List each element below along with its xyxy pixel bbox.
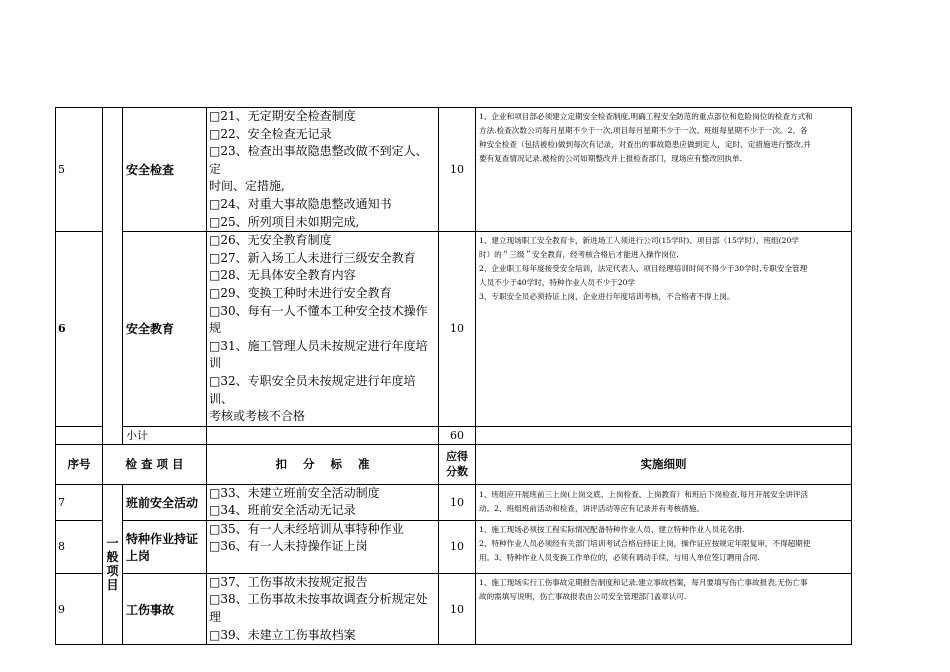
score: 10 [439, 520, 476, 573]
detail-line: 2、特种作业人员必须经有关部门培训考试合格后持证上岗，操作证应按规定年限复审，不得超期使 [479, 538, 811, 548]
deduction-criteria [207, 484, 439, 520]
check-item: 工伤事故 [123, 573, 207, 644]
criterion: □29、变换工种时未进行安全教育 [209, 285, 392, 300]
deduction-criteria [207, 520, 439, 573]
subtotal-score: 60 [439, 426, 476, 444]
deduction-criteria [207, 573, 439, 644]
table-row [56, 520, 852, 573]
criterion: □35、有一人未经培训从事特种作业 [209, 521, 404, 536]
score: 10 [439, 484, 476, 520]
criterion: □27、新入场工人未进行三级安全教育 [209, 250, 416, 265]
subtotal-number-blank [56, 426, 103, 444]
detail-line: 种安全检查（包括被检)做到每次有记录，对查出的事故隐患应做到定人，定时、定措施进行整改,并 [479, 140, 811, 149]
detail-line: 1、建立现场职工安全教育卡，新进场工人须进行公司(15学时)、项目部（15学时）、班组(20学 [479, 236, 799, 246]
detail-line: 2、企业职工每年度接受安全培训，法定代表人、项目经理培训时间不得少于30学时,专职安全管理 [479, 264, 808, 274]
header-score-line2: 分数 [446, 465, 468, 479]
subtotal-details-blank [476, 426, 852, 444]
detail-line: 要有复查情况记录.被检的公司如期整改并上报检查部门，现场应有整改回执单. [479, 154, 743, 163]
criterion: □33、未建立班前安全活动制度 [209, 485, 380, 500]
row-number: 5 [56, 108, 103, 232]
check-item-line: 特种作业持证 [126, 531, 199, 546]
implementation-details [476, 573, 852, 644]
subtotal-label: 小计 [123, 426, 207, 444]
row-number: 6 [56, 232, 103, 427]
detail-line: 时）的＂三级＂安全教育，经考核合格后才能进入操作岗位. [479, 250, 679, 260]
criterion: □23、检查出事故隐患整改做不到定人、定 [209, 144, 428, 176]
header-details: 实施细则 [476, 444, 852, 484]
criterion: □36、有一人未持操作证上岗 [209, 539, 368, 554]
detail-line: 人员不少于40学时，特种作业人员不少于20学 [479, 278, 636, 288]
criterion: 考核或考核不合格 [209, 409, 306, 424]
detail-line: 3、专职安全员必须持证上岗，企业进行年度培训考核，不合格者不得上岗。 [479, 292, 735, 302]
category-char: 项 [106, 564, 119, 579]
check-item: 安全教育 [123, 232, 207, 427]
criterion: □34、班前安全活动无记录 [209, 503, 356, 518]
detail-line: 1、施工现场实行工伤事故定期报告制度和记录.建立事故档案，每月要填写伤亡事故报表,无伤亡事 [479, 577, 808, 587]
implementation-details [476, 232, 852, 427]
criterion: □21、无定期安全检查制度 [209, 109, 356, 123]
table-row [56, 573, 852, 644]
category-general [103, 484, 123, 645]
category-char: 目 [106, 578, 119, 593]
header-item: 检 查 项 目 [103, 444, 207, 484]
table-row [56, 232, 852, 427]
deduction-criteria [207, 232, 439, 427]
category-cell-blank [103, 108, 123, 445]
deduction-criteria [207, 108, 439, 232]
row-number: 9 [56, 573, 103, 644]
criterion: 时间、定措施, [209, 179, 285, 194]
check-item: 安全检查 [123, 108, 207, 232]
header-no: 序号 [56, 444, 103, 484]
check-item: 班前安全活动 [123, 484, 207, 520]
criterion: □31、施工管理人员未按规定进行年度培训 [209, 338, 428, 371]
header-criteria: 扣 分 标 准 [207, 444, 439, 484]
criterion: □30、每有一人不懂本工种安全技术操作规 [209, 303, 428, 336]
criterion: □37、工伤事故未按规定报告 [209, 574, 368, 589]
table-row [56, 484, 852, 520]
category-char: 一 [106, 536, 119, 551]
detail-line: 1、班组应开展班前三上岗(上岗交底、上岗检查、上岗教育）和班后下岗检查,每月开展安全讲评活 [479, 490, 809, 500]
criterion: □26、无安全教育制度 [209, 233, 332, 248]
criterion: □38、工伤事故未按事故调查分析规定处理 [209, 592, 428, 625]
criterion: □24、对重大事故隐患整改通知书 [209, 196, 392, 211]
check-item [123, 520, 207, 573]
detail-line: 动。2、班组班前活动和检查，讲评活动等应有记录并有考核措施。 [479, 504, 705, 514]
header-score [439, 444, 476, 484]
table-row [56, 108, 852, 232]
detail-line: 方法.检查次数公司每月星期不少于一次,项目每月星期不少于一次。班组每星期不少于一次。2、各 [479, 126, 808, 135]
header-score-line1: 应得 [446, 450, 468, 464]
criterion: □39、未建立工伤事故档案 [209, 627, 356, 642]
criterion: □28、无具体安全教育内容 [209, 268, 356, 283]
implementation-details [476, 484, 852, 520]
implementation-details [476, 108, 852, 232]
score: 10 [439, 232, 476, 427]
row-number: 7 [56, 484, 103, 520]
score: 10 [439, 108, 476, 232]
implementation-details [476, 520, 852, 573]
criterion: □25、所列项目未如期完成, [209, 214, 360, 229]
row-number: 8 [56, 520, 103, 573]
criterion: □32、专职安全员未按规定进行年度培训、 [209, 373, 416, 406]
score: 10 [439, 573, 476, 644]
detail-line: 用。3、特种作业人员变换工作单位的，必须有调动手续，与用人单位签订聘用合同. [479, 552, 760, 562]
inspection-table [55, 107, 852, 645]
header-row [56, 444, 852, 484]
check-item-line: 上岗 [126, 548, 151, 563]
detail-line: 1、施工现场必须按工程实际情况配备特种作业人员、建立特种作业人员花名册. [479, 524, 745, 534]
detail-line: 故的需填写说明，伤亡事故报表由公司安全管理部门盖章认可. [479, 591, 687, 601]
subtotal-criteria-blank [207, 426, 439, 444]
category-char: 般 [106, 550, 119, 565]
detail-line: 1、企业和项目部必须建立定期安全检查制度,明确工程安全防范的重点部位和危险岗位的检查方式和 [479, 112, 813, 121]
subtotal-row [56, 426, 852, 444]
criterion: □22、安全检查无记录 [209, 126, 332, 141]
